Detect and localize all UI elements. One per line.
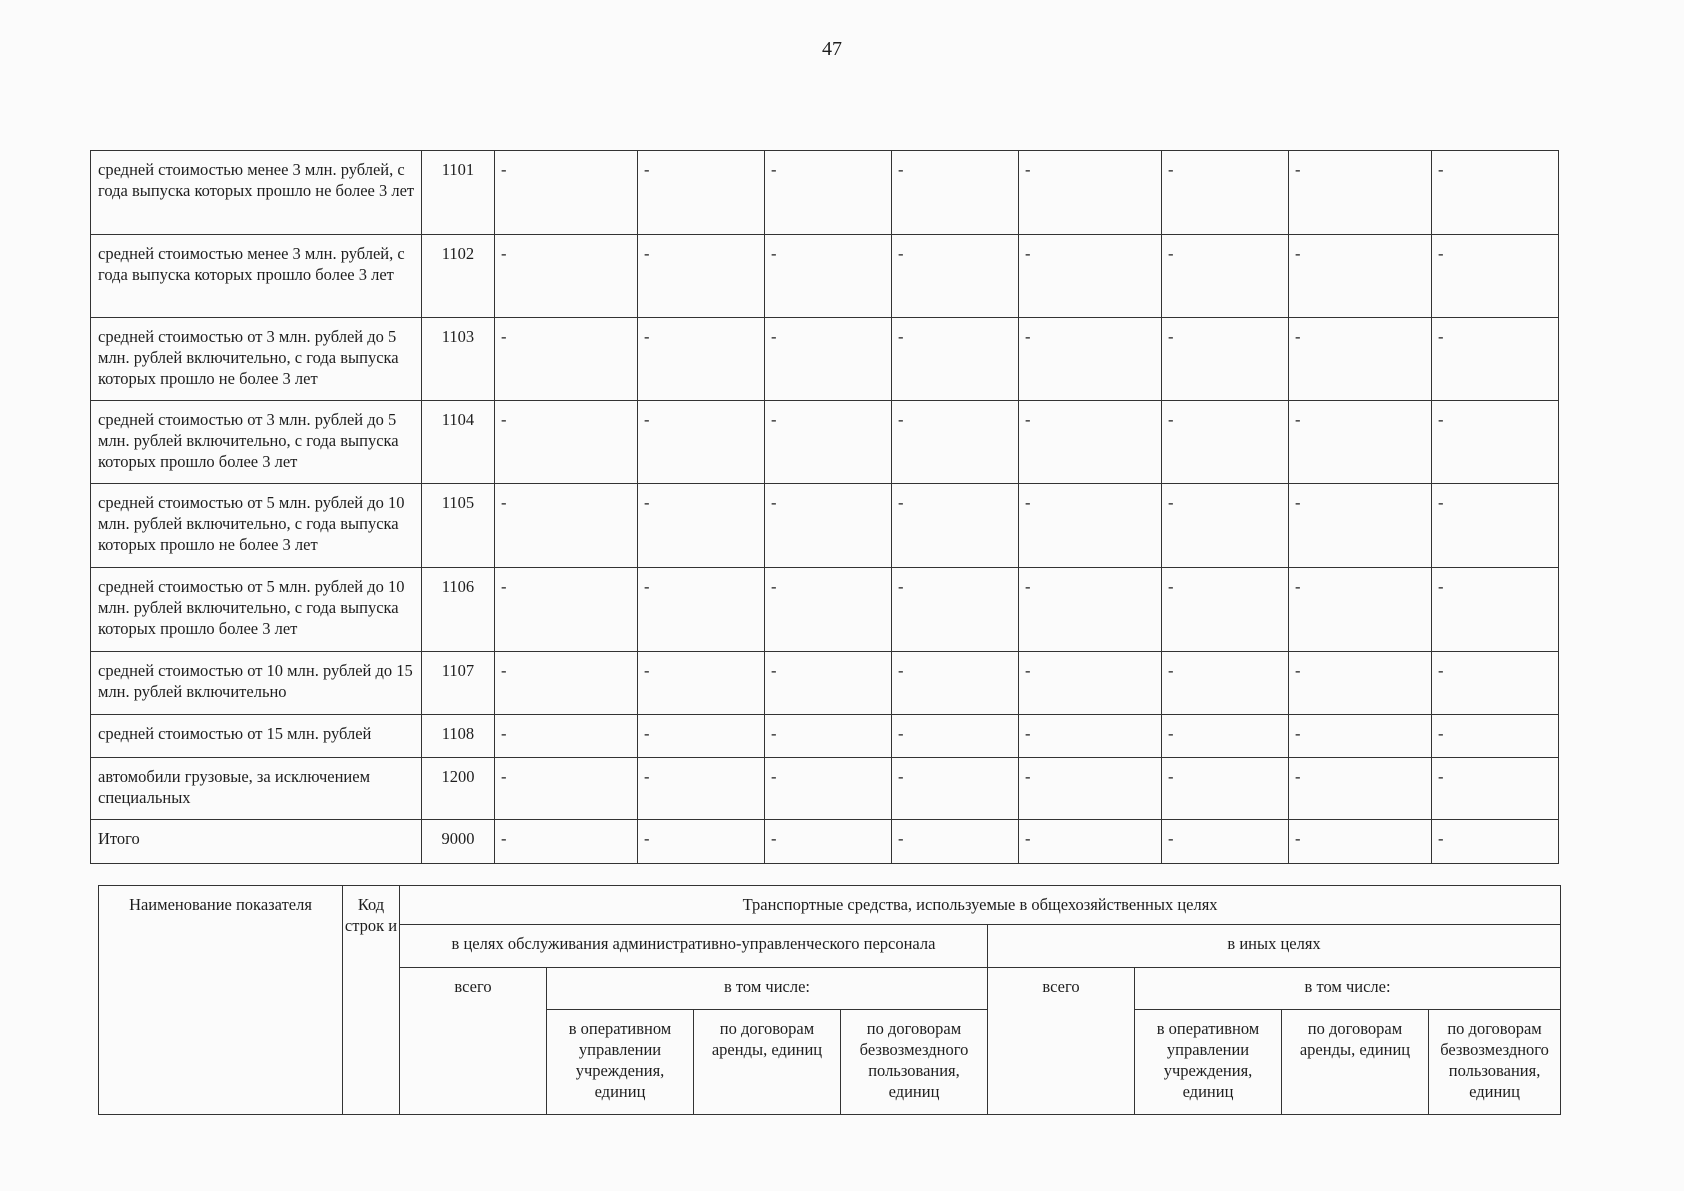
value-cell: - bbox=[495, 715, 638, 758]
table-row bbox=[91, 715, 1559, 758]
value-cell: - bbox=[1432, 401, 1559, 484]
value-cell: - bbox=[1289, 401, 1432, 484]
value-cell: - bbox=[892, 484, 1019, 568]
value-cell: - bbox=[892, 568, 1019, 652]
value-cell: - bbox=[1432, 820, 1559, 864]
table-row bbox=[91, 235, 1559, 318]
value-cell: - bbox=[1162, 318, 1289, 401]
value-cell: - bbox=[1162, 820, 1289, 864]
value-cell: - bbox=[765, 401, 892, 484]
row-code: 9000 bbox=[422, 820, 495, 864]
other-free-use-header: по договорам безвозмездного пользования, единиц bbox=[1429, 1010, 1561, 1115]
value-cell: - bbox=[638, 568, 765, 652]
value-cell: - bbox=[765, 820, 892, 864]
value-cell: - bbox=[765, 568, 892, 652]
value-cell: - bbox=[892, 151, 1019, 235]
table-row bbox=[91, 318, 1559, 401]
value-cell: - bbox=[495, 568, 638, 652]
value-cell: - bbox=[765, 151, 892, 235]
row-code: 1103 bbox=[422, 318, 495, 401]
table-row bbox=[91, 758, 1559, 820]
data-table-body bbox=[91, 151, 1559, 864]
value-cell: - bbox=[1432, 758, 1559, 820]
value-cell: - bbox=[892, 715, 1019, 758]
indicator-name: средней стоимостью от 5 млн. рублей до 10 млн. рублей включительно, с года выпуска которых прошло не более 3 лет bbox=[91, 484, 422, 568]
value-cell: - bbox=[1162, 484, 1289, 568]
indicator-name: Итого bbox=[91, 820, 422, 864]
row-code: 1107 bbox=[422, 652, 495, 715]
value-cell: - bbox=[765, 484, 892, 568]
value-cell: - bbox=[1162, 715, 1289, 758]
data-table bbox=[90, 150, 1559, 864]
value-cell: - bbox=[495, 484, 638, 568]
value-cell: - bbox=[1432, 484, 1559, 568]
value-cell: - bbox=[638, 715, 765, 758]
value-cell: - bbox=[638, 235, 765, 318]
value-cell: - bbox=[1019, 715, 1162, 758]
other-operative-header: в оперативном управлении учреждения, единиц bbox=[1135, 1010, 1282, 1115]
value-cell: - bbox=[1289, 715, 1432, 758]
value-cell: - bbox=[892, 401, 1019, 484]
table-row bbox=[91, 151, 1559, 235]
header-table bbox=[98, 885, 1561, 1115]
indicator-name: средней стоимостью менее 3 млн. рублей, с года выпуска которых прошло не более 3 лет bbox=[91, 151, 422, 235]
value-cell: - bbox=[638, 652, 765, 715]
indicator-name: средней стоимостью от 3 млн. рублей до 5 млн. рублей включительно, с года выпуска которых прошло более 3 лет bbox=[91, 401, 422, 484]
value-cell: - bbox=[765, 235, 892, 318]
row-code: 1101 bbox=[422, 151, 495, 235]
value-cell: - bbox=[1432, 715, 1559, 758]
row-code: 1104 bbox=[422, 401, 495, 484]
value-cell: - bbox=[1019, 758, 1162, 820]
value-cell: - bbox=[765, 758, 892, 820]
vehicles-header: Транспортные средства, используемые в общехозяйственных целях bbox=[400, 886, 1561, 925]
value-cell: - bbox=[1432, 568, 1559, 652]
other-lease-header: по договорам аренды, единиц bbox=[1282, 1010, 1429, 1115]
value-cell: - bbox=[1019, 568, 1162, 652]
value-cell: - bbox=[1289, 652, 1432, 715]
value-cell: - bbox=[892, 758, 1019, 820]
admin-purposes-header: в целях обслуживания административно-управленческого персонала bbox=[400, 925, 988, 968]
indicator-name: средней стоимостью менее 3 млн. рублей, с года выпуска которых прошло более 3 лет bbox=[91, 235, 422, 318]
row-code: 1102 bbox=[422, 235, 495, 318]
value-cell: - bbox=[495, 401, 638, 484]
value-cell: - bbox=[892, 318, 1019, 401]
value-cell: - bbox=[765, 318, 892, 401]
value-cell: - bbox=[765, 715, 892, 758]
value-cell: - bbox=[1019, 318, 1162, 401]
table-row bbox=[91, 568, 1559, 652]
value-cell: - bbox=[1162, 758, 1289, 820]
indicator-name: средней стоимостью от 5 млн. рублей до 10 млн. рублей включительно, с года выпуска которых прошло более 3 лет bbox=[91, 568, 422, 652]
value-cell: - bbox=[1019, 151, 1162, 235]
admin-free-use-header: по договорам безвозмездного пользования, единиц bbox=[841, 1010, 988, 1115]
table-row bbox=[91, 820, 1559, 864]
value-cell: - bbox=[495, 318, 638, 401]
value-cell: - bbox=[1432, 318, 1559, 401]
value-cell: - bbox=[495, 758, 638, 820]
value-cell: - bbox=[892, 820, 1019, 864]
other-purposes-header: в иных целях bbox=[988, 925, 1561, 968]
value-cell: - bbox=[1432, 652, 1559, 715]
value-cell: - bbox=[1289, 568, 1432, 652]
value-cell: - bbox=[1019, 401, 1162, 484]
value-cell: - bbox=[1289, 318, 1432, 401]
value-cell: - bbox=[495, 820, 638, 864]
table-row bbox=[91, 401, 1559, 484]
value-cell: - bbox=[765, 652, 892, 715]
admin-total-header: всего bbox=[400, 968, 547, 1115]
value-cell: - bbox=[1162, 235, 1289, 318]
page-number: 47 bbox=[822, 38, 842, 60]
value-cell: - bbox=[638, 484, 765, 568]
row-code: 1200 bbox=[422, 758, 495, 820]
indicator-name: средней стоимостью от 15 млн. рублей bbox=[91, 715, 422, 758]
value-cell: - bbox=[638, 820, 765, 864]
value-cell: - bbox=[1289, 235, 1432, 318]
indicator-name: автомобили грузовые, за исключением специальных bbox=[91, 758, 422, 820]
indicator-name: средней стоимостью от 10 млн. рублей до 15 млн. рублей включительно bbox=[91, 652, 422, 715]
value-cell: - bbox=[1019, 484, 1162, 568]
value-cell: - bbox=[892, 235, 1019, 318]
value-cell: - bbox=[495, 235, 638, 318]
value-cell: - bbox=[1432, 151, 1559, 235]
value-cell: - bbox=[638, 758, 765, 820]
indicator-header: Наименование показателя bbox=[99, 886, 343, 1115]
indicator-name: средней стоимостью от 3 млн. рублей до 5 млн. рублей включительно, с года выпуска которых прошло не более 3 лет bbox=[91, 318, 422, 401]
admin-including-header: в том числе: bbox=[547, 968, 988, 1010]
value-cell: - bbox=[1019, 820, 1162, 864]
value-cell: - bbox=[1289, 151, 1432, 235]
value-cell: - bbox=[495, 652, 638, 715]
value-cell: - bbox=[1019, 235, 1162, 318]
value-cell: - bbox=[1019, 652, 1162, 715]
other-including-header: в том числе: bbox=[1135, 968, 1561, 1010]
value-cell: - bbox=[1162, 652, 1289, 715]
value-cell: - bbox=[1162, 568, 1289, 652]
row-code: 1106 bbox=[422, 568, 495, 652]
value-cell: - bbox=[892, 652, 1019, 715]
row-code: 1105 bbox=[422, 484, 495, 568]
table-row bbox=[91, 652, 1559, 715]
admin-lease-header: по договорам аренды, единиц bbox=[694, 1010, 841, 1115]
value-cell: - bbox=[1432, 235, 1559, 318]
value-cell: - bbox=[638, 151, 765, 235]
other-total-header: всего bbox=[988, 968, 1135, 1115]
admin-operative-header: в оперативном управлении учреждения, единиц bbox=[547, 1010, 694, 1115]
table-row bbox=[91, 484, 1559, 568]
row-code: 1108 bbox=[422, 715, 495, 758]
value-cell: - bbox=[638, 318, 765, 401]
value-cell: - bbox=[1162, 151, 1289, 235]
value-cell: - bbox=[1289, 820, 1432, 864]
value-cell: - bbox=[1289, 484, 1432, 568]
value-cell: - bbox=[638, 401, 765, 484]
value-cell: - bbox=[495, 151, 638, 235]
value-cell: - bbox=[1289, 758, 1432, 820]
code-header: Код строк и bbox=[343, 886, 400, 1115]
value-cell: - bbox=[1162, 401, 1289, 484]
